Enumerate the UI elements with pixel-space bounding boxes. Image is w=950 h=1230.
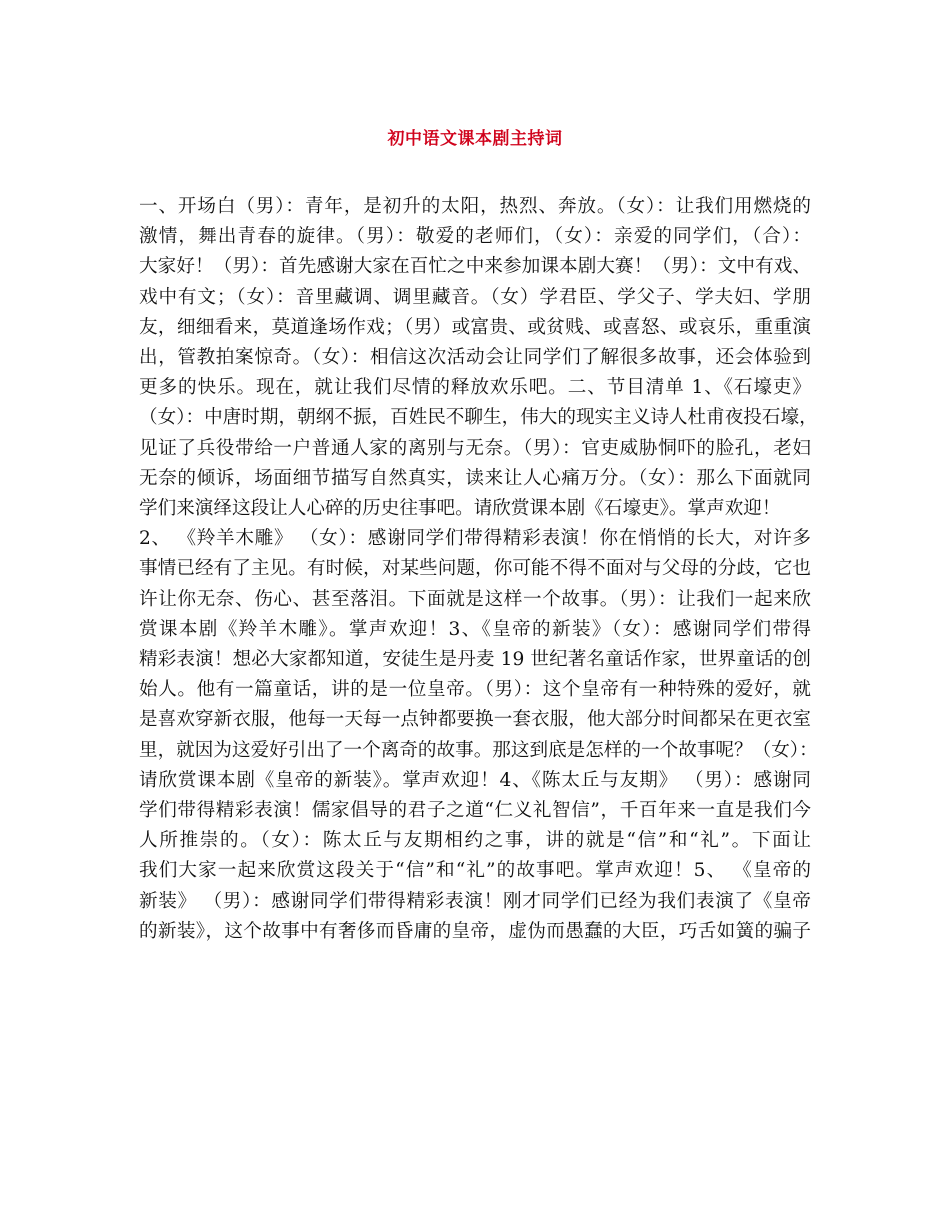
- body-line: 新装》 （男）：感谢同学们带得精彩表演！刚才同学们已经为我们表演了《皇帝: [139, 890, 811, 912]
- body-line: 请欣赏课本剧《皇帝的新装》。掌声欢迎！4、《陈太丘与友期》 （男）：感谢同: [139, 769, 811, 791]
- body-line: 许让你无奈、伤心、甚至落泪。下面就是这样一个故事。（男）：让我们一起来欣: [139, 588, 811, 610]
- body-line: 无奈的倾诉，场面细节描写自然真实，读来让人心痛万分。（女）：那么下面就同: [139, 467, 811, 489]
- body-line: 我们大家一起来欣赏这段关于“信”和“礼”的故事吧。掌声欢迎！5、 《皇帝的: [139, 860, 811, 882]
- document-title: 初中语文课本剧主持词: [387, 129, 563, 149]
- body-line: 一、开场白（男）：青年，是初升的太阳，热烈、奔放。（女）：让我们用燃烧的: [139, 196, 811, 217]
- body-line: （女）：中唐时期，朝纲不振，百姓民不聊生，伟大的现实主义诗人杜甫夜投石壕，: [139, 407, 818, 429]
- body-line: 戏中有文；（女）：音里藏调、调里藏音。（女）学君臣、学父子、学夫妇、学朋: [139, 286, 811, 308]
- body-line: 大家好！（男）：首先感谢大家在百忙之中来参加课本剧大赛！（男）：文中有戏、: [139, 256, 811, 278]
- body-line: 人所推崇的。（女）：陈太丘与友期相约之事，讲的就是“信”和“礼”。下面让: [139, 830, 811, 852]
- body-line: 2、 《羚羊木雕》 （女）：感谢同学们带得精彩表演！你在悄悄的长大，对许多: [139, 528, 811, 550]
- body-line: 友，细细看来，莫道逢场作戏；（男）或富贵、或贫贱、或喜怒、或哀乐，重重演: [139, 316, 811, 338]
- body-line: 见证了兵役带给一户普通人家的离别与无奈。（男）：官吏威胁恫吓的脸孔，老妇: [139, 437, 811, 459]
- body-line: 始人。他有一篇童话，讲的是一位皇帝。（男）：这个皇帝有一种特殊的爱好，就: [139, 679, 811, 701]
- body-line: 事情已经有了主见。有时候，对某些问题，你可能不得不面对与父母的分歧，它也: [139, 558, 811, 580]
- body-line: 学们来演绎这段让人心碎的历史往事吧。请欣赏课本剧《石壕吏》。掌声欢迎！: [139, 498, 781, 520]
- body-line: 的新装》，这个故事中有奢侈而昏庸的皇帝，虚伪而愚蠢的大臣，巧舌如簧的骗子: [139, 920, 811, 942]
- body-line: 更多的快乐。现在，就让我们尽情的释放欢乐吧。二、节目清单 1、《石壕吏》: [139, 377, 811, 399]
- body-line: 精彩表演！想必大家都知道，安徒生是丹麦 19 世纪著名童话作家，世界童话的创: [139, 649, 811, 671]
- body-line: 出，管教拍案惊奇。（女）：相信这次活动会让同学们了解很多故事，还会体验到: [139, 347, 811, 369]
- body-line: 赏课本剧《羚羊木雕》。掌声欢迎！3、《皇帝的新装》（女）：感谢同学们带得: [139, 618, 811, 640]
- document-body: [139, 192, 818, 947]
- body-line: 是喜欢穿新衣服，他每一天每一点钟都要换一套衣服，他大部分时间都呆在更衣室: [139, 709, 811, 731]
- body-line: 里，就因为这爱好引出了一个离奇的故事。那这到底是怎样的一个故事呢？（女）：: [139, 739, 818, 761]
- body-line: 激情，舞出青春的旋律。（男）：敬爱的老师们，（女）：亲爱的同学们，（合）：: [139, 226, 811, 248]
- body-line: 学们带得精彩表演！儒家倡导的君子之道“仁义礼智信”，千百年来一直是我们今: [139, 800, 811, 822]
